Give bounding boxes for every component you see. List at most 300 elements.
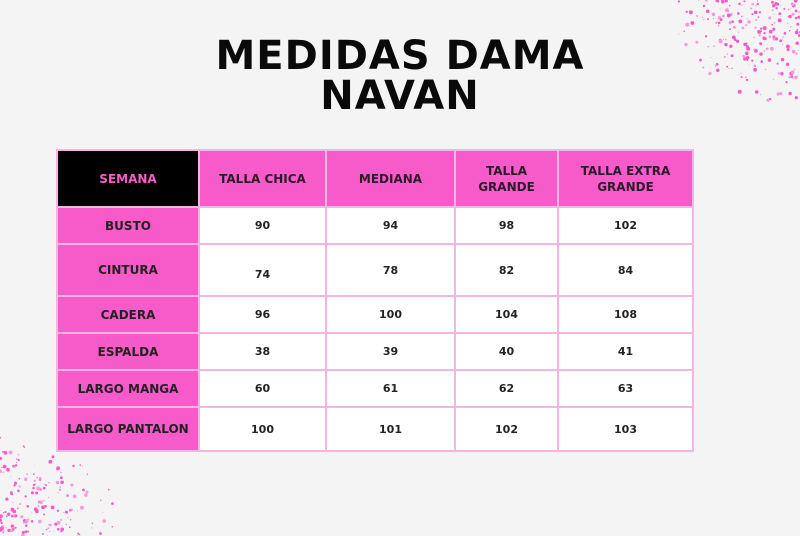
splatter-dot [17,507,19,509]
table-row [58,245,692,295]
splatter-dot [11,524,15,528]
splatter-dot [718,22,721,25]
splatter-dot [79,464,81,466]
splatter-dot [57,466,61,470]
table-row [58,297,692,332]
splatter-dot [795,31,799,35]
splatter-dot [718,25,719,26]
splatter-dot [774,22,776,24]
splatter-dot [772,9,774,11]
splatter-dot [20,503,22,505]
splatter-dot [8,530,9,531]
column-header: TALLA EXTRA GRANDE [559,151,692,206]
splatter-dot [4,451,8,455]
splatter-dot [790,8,791,9]
splatter-dot [87,473,88,474]
table-row [58,408,692,450]
splatter-dot [34,507,38,511]
splatter-dot [70,509,73,512]
splatter-dot [43,500,44,501]
splatter-dot [79,534,80,535]
splatter-dot [69,509,72,512]
splatter-dot [92,522,93,523]
splatter-dot [24,446,25,447]
splatter-dot [6,527,8,529]
splatter-dot [80,506,84,510]
splatter-dot [0,437,1,439]
splatter-dot [60,527,64,531]
splatter-dot [53,531,54,532]
splatter-dot [0,469,2,473]
splatter-dot [2,451,4,453]
splatter-dot [27,518,29,520]
row-label: BUSTO [58,208,198,243]
splatter-dot [0,528,2,532]
splatter-dot [6,468,10,472]
splatter-dot [66,524,67,525]
splatter-dot [5,511,7,513]
splatter-dot [35,509,39,513]
splatter-dot [690,21,694,25]
splatter-dot [755,13,757,15]
splatter-dot [760,30,762,32]
splatter-dot [47,534,48,535]
splatter-dot [66,494,69,497]
splatter-dot [733,26,736,29]
splatter-dot [754,10,758,14]
size-chart-table [56,149,694,452]
splatter-dot [22,531,25,534]
splatter-dot [112,526,114,528]
splatter-dot [678,0,680,2]
splatter-dot [728,9,729,10]
splatter-dot [74,510,75,511]
splatter-dot [41,505,45,509]
splatter-dot [741,16,742,17]
splatter-dot [46,529,47,530]
splatter-dot [56,481,59,484]
splatter-dot [738,3,741,6]
splatter-dot [742,5,743,6]
splatter-dot [19,478,21,480]
splatter-dot [49,524,52,527]
splatter-dot [747,20,751,24]
splatter-dot [750,7,752,9]
table-cell: 38 [200,334,325,369]
splatter-dot [52,455,55,458]
splatter-dot [790,26,791,27]
splatter-dot [12,528,15,531]
table-cell: 100 [200,408,325,450]
row-label: CADERA [58,297,198,332]
splatter-dot [49,531,50,532]
splatter-dot [0,514,3,518]
splatter-dot [25,521,28,524]
splatter-dot [36,487,39,490]
splatter-dot [715,0,719,2]
splatter-dot [696,15,697,16]
splatter-dot [788,9,789,10]
table-cell: 40 [456,334,557,369]
splatter-dot [729,28,731,30]
splatter-dot [0,528,2,532]
splatter-dot [77,510,78,511]
splatter-dot [45,484,47,486]
splatter-dot [792,13,795,16]
splatter-dot [721,0,723,1]
splatter-dot [780,5,781,6]
splatter-dot [15,514,18,517]
splatter-dot [774,14,775,15]
splatter-dot [58,492,59,493]
title-line-2: NAVAN [320,73,480,119]
splatter-dot [777,0,778,1]
splatter-dot [27,530,29,532]
splatter-dot [35,483,37,485]
splatter-dot [47,527,49,529]
splatter-dot [23,519,26,522]
splatter-dot [25,495,27,497]
splatter-dot [18,459,20,461]
splatter-dot [678,33,679,34]
splatter-dot [12,465,15,468]
splatter-dot [59,489,61,491]
splatter-dot [763,32,765,34]
splatter-dot [57,521,61,525]
table-cell: 78 [327,245,454,295]
splatter-dot [42,506,45,509]
splatter-dot [111,502,114,505]
splatter-dot [25,524,27,526]
splatter-dot [99,532,102,535]
splatter-dot [84,493,87,496]
splatter-dot [72,465,74,467]
splatter-dot [16,462,17,463]
splatter-dot [102,519,106,523]
splatter-dot [780,16,781,17]
table-cell: 108 [559,297,692,332]
splatter-dot [727,10,729,12]
splatter-dot [730,13,733,16]
splatter-dot [718,16,721,19]
splatter-dot [12,530,14,532]
splatter-dot [683,31,685,33]
splatter-dot [48,460,52,464]
splatter-dot [38,500,41,503]
splatter-dot [65,511,68,514]
splatter-dot [771,1,774,4]
splatter-dot [69,526,71,528]
splatter-dot [771,24,773,26]
table-cell: 96 [200,297,325,332]
splatter-dot [33,473,35,475]
splatter-dot [33,484,35,486]
splatter-dot [82,465,83,466]
table-cell: 102 [559,208,692,243]
row-label: ESPALDA [58,334,198,369]
splatter-dot [754,26,756,28]
splatter-dot [791,3,794,6]
splatter-dot [44,505,47,508]
splatter-dot [3,512,4,513]
splatter-dot [778,18,782,22]
splatter-dot [6,515,8,517]
splatter-dot [63,512,64,513]
splatter-dot [10,493,13,496]
table-cell: 102 [456,408,557,450]
splatter-dot [7,529,10,532]
splatter-dot [3,530,5,532]
splatter-dot [758,31,761,34]
table-cell: 60 [200,371,325,406]
splatter-dot [796,29,798,31]
splatter-dot [0,522,2,524]
splatter-dot [15,464,17,466]
splatter-dot [100,500,101,501]
splatter-dot [39,477,42,480]
splatter-dot [720,18,723,21]
splatter-dot [0,527,4,531]
splatter-dot [768,16,771,19]
splatter-dot [784,32,787,35]
splatter-dot [38,520,42,524]
splatter-dot [19,485,21,487]
table-cell: 98 [456,208,557,243]
splatter-dot [713,18,714,19]
splatter-dot [60,530,62,532]
splatter-dot [9,450,13,454]
splatter-dot [12,502,13,503]
splatter-dot [758,16,760,18]
splatter-dot [760,27,762,29]
splatter-dot [742,27,745,30]
splatter-dot [0,510,1,511]
splatter-dot [44,484,45,485]
splatter-dot [38,505,40,507]
row-label: LARGO MANGA [58,371,198,406]
splatter-dot [0,457,2,460]
splatter-dot [31,512,32,513]
splatter-dot [712,13,716,17]
splatter-dot [0,518,2,522]
splatter-dot [772,28,775,31]
table-cell: 62 [456,371,557,406]
splatter-dot [698,0,699,1]
table-row [58,208,692,243]
splatter-dot [48,497,49,498]
splatter-dot [25,519,29,523]
splatter-dot [108,489,110,491]
corner-header: SEMANA [58,151,198,206]
splatter-dot [737,12,740,15]
splatter-dot [35,492,38,495]
splatter-dot [751,3,754,6]
splatter-dot [24,478,27,481]
splatter-dot [23,522,24,523]
column-header: TALLA CHICA [200,151,325,206]
splatter-dot [65,510,66,511]
splatter-dot [715,22,717,24]
splatter-dot [685,23,689,27]
splatter-dot [77,533,79,535]
splatter-dot [772,4,775,7]
splatter-dot [25,525,27,527]
splatter-dot [70,519,71,520]
table-cell: 63 [559,371,692,406]
splatter-dot [703,5,705,7]
table-cell: 61 [327,371,454,406]
splatter-dot [729,21,731,23]
splatter-dot [728,16,729,17]
splatter-dot [738,20,742,24]
splatter-dot [36,477,37,478]
splatter-dot [26,473,27,474]
splatter-dot [60,472,61,473]
table-cell: 90 [200,208,325,243]
table-cell: 100 [327,297,454,332]
splatter-dot [12,527,16,531]
splatter-dot [11,525,13,527]
splatter-dot [7,513,10,516]
splatter-dot [793,4,795,6]
splatter-dot [67,494,69,496]
splatter-dot [56,467,59,470]
splatter-dot [1,467,2,468]
splatter-dot [745,24,747,26]
splatter-dot [729,5,730,6]
splatter-dot [60,519,62,521]
row-label: LARGO PANTALON [58,408,198,450]
splatter-dot [789,30,790,31]
splatter-dot [39,500,43,504]
splatter-dot [17,490,20,493]
splatter-dot [778,12,781,15]
splatter-dot [794,4,795,5]
splatter-dot [10,491,13,494]
splatter-dot [2,531,4,533]
splatter-dot [721,0,725,4]
splatter-dot [3,465,7,469]
splatter-dot [59,486,61,488]
splatter-dot [743,0,745,2]
splatter-dot [788,16,789,17]
splatter-dot [32,487,35,490]
column-header: TALLA GRANDE [456,151,557,206]
splatter-dot [717,0,719,2]
splatter-dot [747,18,748,19]
splatter-dot [703,19,704,20]
title-line-1: MEDIDAS DAMA [215,33,585,79]
splatter-dot [756,5,757,6]
splatter-dot [798,11,800,13]
splatter-dot [769,30,773,34]
splatter-dot [12,509,14,511]
table-cell: 84 [559,245,692,295]
splatter-dot [3,472,4,473]
splatter-dot [794,0,798,3]
table-cell: 94 [327,208,454,243]
splatter-dot [26,505,29,508]
table-cell: 101 [327,408,454,450]
splatter-dot [42,533,44,535]
splatter-dot [689,10,693,14]
splatter-dot [18,454,19,455]
splatter-dot [795,9,798,12]
splatter-dot [31,491,34,494]
table-cell: 39 [327,334,454,369]
splatter-dot [14,482,17,485]
splatter-dot [731,20,734,23]
splatter-dot [796,23,799,26]
splatter-dot [13,484,15,486]
splatter-dot [43,487,46,490]
splatter-dot [13,510,17,514]
splatter-dot [702,17,703,18]
page-title [0,33,800,119]
splatter-dot [34,480,36,482]
splatter-dot [62,525,63,526]
splatter-dot [48,524,49,525]
splatter-dot [795,17,798,20]
splatter-dot [787,23,788,24]
splatter-dot [54,522,57,525]
splatter-dot [11,515,14,518]
table-cell: 74 [200,245,325,295]
splatter-dot [705,0,708,2]
splatter-dot [759,11,761,13]
splatter-dot [73,495,77,499]
splatter-dot [85,491,88,494]
header-row [58,151,692,206]
splatter-dot [727,13,731,17]
splatter-dot [757,3,759,5]
column-header: MEDIANA [327,151,454,206]
splatter-dot [15,527,17,529]
splatter-dot [13,515,16,518]
splatter-dot [24,530,27,533]
splatter-dot [39,488,42,491]
splatter-dot [11,508,14,511]
splatter-dot [757,30,760,33]
table-cell: 82 [456,245,557,295]
splatter-dot [10,529,13,532]
splatter-dot [70,483,73,486]
splatter-dot [720,8,721,9]
splatter-dot [729,22,732,25]
splatter-dot [776,3,779,6]
splatter-dot [31,520,34,523]
splatter-dot [725,0,728,3]
splatter-dot [792,4,796,8]
splatter-dot [788,15,791,18]
row-label: CINTURA [58,245,198,295]
splatter-dot [11,476,12,477]
splatter-dot [10,531,11,532]
splatter-dot [43,514,45,516]
splatter-dot [102,512,103,513]
splatter-dot [57,528,60,531]
splatter-dot [722,15,725,18]
splatter-dot [757,0,758,1]
splatter-dot [14,466,16,468]
splatter-dot [60,476,63,479]
splatter-dot [37,489,38,490]
splatter-dot [755,19,757,21]
splatter-dot [34,465,35,466]
splatter-dot [775,7,777,9]
splatter-dot [23,445,25,447]
splatter-dot [791,3,794,6]
